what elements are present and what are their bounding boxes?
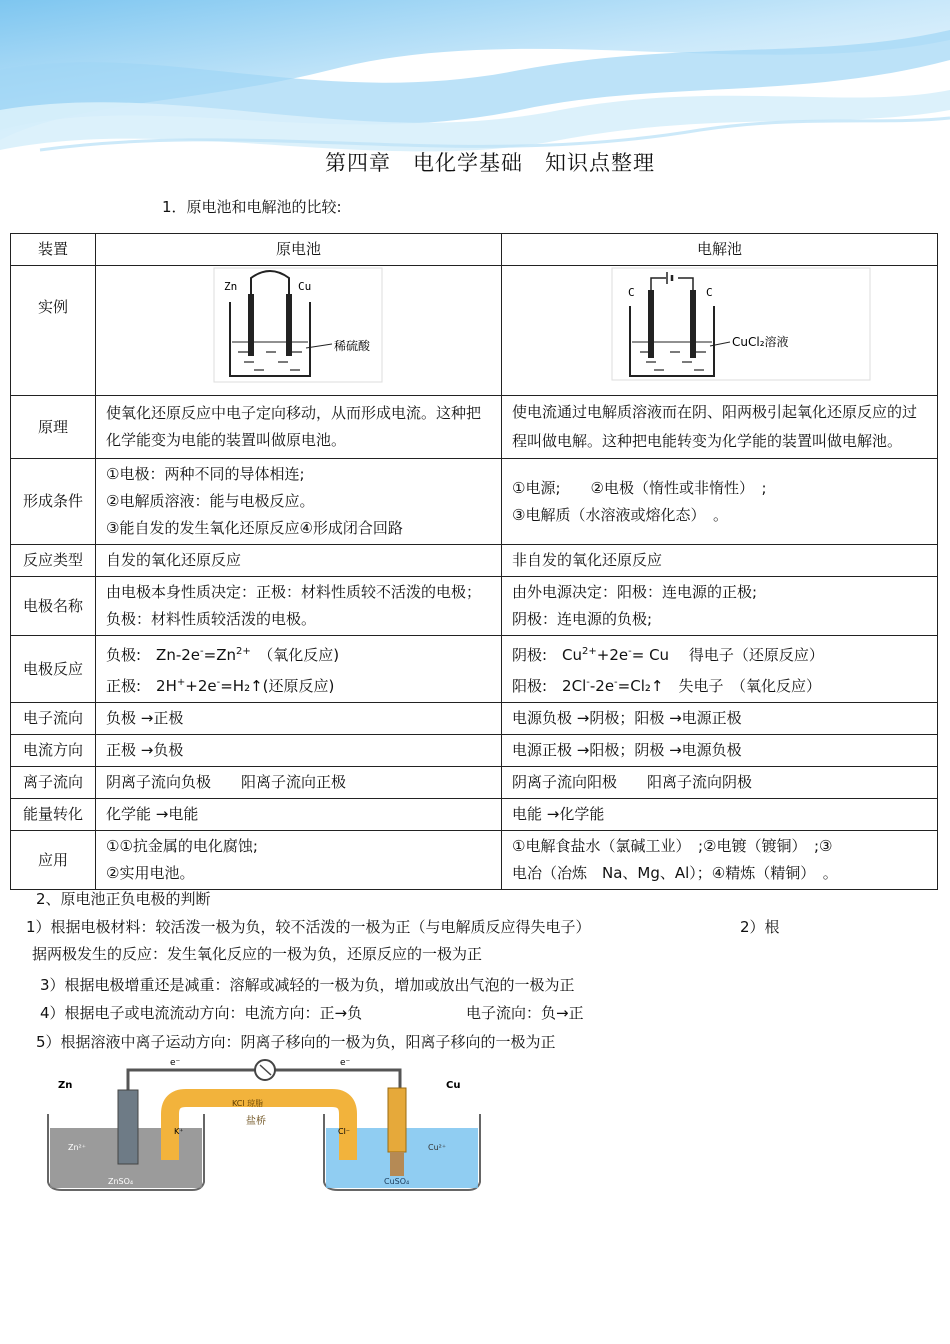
note-line: 4）根据电子或电流流动方向：电流方向：正→负 [40, 1004, 363, 1022]
galvanic-beaker-svg [96, 266, 481, 386]
electrolytic-beaker-svg [502, 266, 927, 386]
section2-heading: 2、原电池正负电极的判断 [36, 890, 211, 908]
cl-ion-label: Cl⁻ [338, 1127, 351, 1136]
section1-heading: 1．原电池和电解池的比较: [162, 198, 342, 216]
electrolytic-cell-figure [502, 266, 938, 396]
condition-line: ①电极：两种不同的导体相连; [106, 465, 305, 483]
energy-galvanic: 化学能 →电能 [96, 799, 502, 831]
current-flow-galvanic: 正极 →负极 [96, 735, 502, 767]
table-row [11, 459, 938, 545]
cucl2-label: CuCl₂溶液 [732, 335, 789, 349]
electron-flow-galvanic: 负极 →正极 [96, 703, 502, 735]
note-line: 据两极发生的反应：发生氧化反应的一极为负，还原反应的一极为正 [32, 945, 483, 963]
conditions-electrolytic [502, 459, 938, 545]
row-label: 电流方向 [11, 735, 96, 767]
application-line: ②实用电池。 [106, 864, 195, 882]
row-label: 能量转化 [11, 799, 96, 831]
condition-line: ③电解质（水溶液或熔化态） 。 [512, 505, 728, 524]
electrode-reactions-electrolytic [502, 636, 938, 703]
electron-flow-electrolytic: 电源负极 →阴极；阳极 →电源正极 [502, 703, 938, 735]
row-label: 实例 [11, 266, 96, 396]
condition-line: ②电解质溶液：能与电极反应。 [106, 492, 315, 510]
table-row [11, 799, 938, 831]
electrode-reactions-galvanic [96, 636, 502, 703]
table-row [11, 266, 938, 396]
table-row [11, 831, 938, 890]
page-title: 第四章 电化学基础 知识点整理 [325, 151, 655, 175]
note-line: 2）根 [740, 918, 780, 936]
anode-equation: 阳极: 2Cl--2e-=Cl₂↑ 失电子 （氧化反应） [512, 677, 821, 695]
znso4-label: ZnSO₄ [108, 1177, 134, 1186]
solution-label: 稀硫酸 [334, 339, 371, 353]
cu-label: Cu [298, 280, 312, 293]
energy-electrolytic: 电能 →化学能 [502, 799, 938, 831]
application-galvanic [96, 831, 502, 890]
bridge-label: 盐桥 [246, 1116, 266, 1127]
k-ion-label: K⁺ [174, 1127, 184, 1136]
condition-line: ①电源; ②电极（惰性或非惰性） ; [512, 478, 767, 497]
application-line: ①①抗金属的电化腐蚀; [106, 837, 258, 855]
note-line: 电子流向：负→正 [466, 1004, 584, 1022]
c-right-label: C [706, 286, 713, 299]
reaction-type-electrolytic: 非自发的氧化还原反应 [502, 545, 938, 577]
cu-electrode-label: Cu [446, 1080, 461, 1091]
electrode-name-line: 由外电源决定：阳极：连电源的正极; [512, 583, 758, 601]
principle-galvanic: 使氧化还原反应中电子定向移动，从而形成电流。这种把化学能变为电能的装置叫做原电池。 [96, 396, 502, 459]
bridge-text: KCl 琼脂 [232, 1099, 264, 1108]
table-row [11, 636, 938, 703]
cathode-equation: 阴极: $Cu^{2+}+2e^-= Cu$ 得电子（还原反应） [512, 646, 824, 664]
table-row [11, 703, 938, 735]
positive-electrode-equation: 正极: 2H++2e-=H₂↑(还原反应) [106, 677, 335, 695]
row-label: 电极名称 [11, 577, 96, 636]
table-row [11, 767, 938, 799]
header-electrolytic: 电解池 [502, 234, 938, 266]
application-line: 电冶（冶炼 Na、Mg、Al）；④精炼（精铜） 。 [512, 864, 838, 882]
table-row [11, 735, 938, 767]
application-electrolytic [502, 831, 938, 890]
condition-line: ③能自发的发生氧化还原反应④形成闭合回路 [106, 519, 403, 537]
row-label: 电极反应 [11, 636, 96, 703]
row-label: 原理 [11, 396, 96, 459]
cu-ion-label: Cu²⁺ [428, 1143, 447, 1152]
table-row [11, 545, 938, 577]
row-label: 反应类型 [11, 545, 96, 577]
conditions-galvanic [96, 459, 502, 545]
electron-arrow-label: e⁻ [340, 1058, 351, 1068]
application-line: ①电解食盐水（氯碱工业） ;②电镀（镀铜） ;③ [512, 837, 833, 855]
table-row [11, 577, 938, 636]
table-row [11, 396, 938, 459]
ion-flow-galvanic: 阴离子流向负极 阳离子流向正极 [96, 767, 502, 799]
electron-arrow-label: e⁻ [170, 1058, 181, 1068]
electrode-name-line: 阴极：连电源的负极; [512, 610, 653, 628]
table-header-row [11, 234, 938, 266]
row-label: 电子流向 [11, 703, 96, 735]
comparison-table [10, 233, 938, 890]
cuso4-label: CuSO₄ [384, 1177, 410, 1186]
row-label: 形成条件 [11, 459, 96, 545]
header-galvanic: 原电池 [96, 234, 502, 266]
galvanic-cell-figure [96, 266, 502, 396]
zn-ion-label: Zn²⁺ [68, 1143, 86, 1152]
note-line: 1）根据电极材料：较活泼一极为负，较不活泼的一极为正（与电解质反应得失电子） [26, 918, 591, 936]
row-label: 应用 [11, 831, 96, 890]
header-device: 装置 [11, 234, 96, 266]
electrode-names-galvanic: 由电极本身性质决定：正极：材料性质较不活泼的电极；负极：材料性质较活泼的电极。 [96, 577, 502, 636]
current-flow-electrolytic: 电源正极 →阳极；阴极 →电源负极 [502, 735, 938, 767]
ion-flow-electrolytic: 阴离子流向阳极 阳离子流向阴极 [502, 767, 938, 799]
principle-electrolytic: 使电流通过电解质溶液而在阴、阳两极引起氧化还原反应的过程叫做电解。这种把电能转变为化学能的装置叫做电解池。 [502, 396, 938, 459]
zn-electrode-label: Zn [58, 1080, 73, 1091]
note-line: 5）根据溶液中离子运动方向：阴离子移向的一极为负，阳离子移向的一极为正 [36, 1033, 556, 1051]
row-label: 离子流向 [11, 767, 96, 799]
reaction-type-galvanic: 自发的氧化还原反应 [96, 545, 502, 577]
note-line: 3）根据电极增重还是减重：溶解或减轻的一极为负，增加或放出气泡的一极为正 [40, 976, 575, 994]
salt-bridge-figure [42, 1054, 484, 1192]
negative-electrode-equation: 负极: $Zn-2e^-=Zn^{2+}$ （氧化反应) [106, 646, 340, 664]
electrode-names-electrolytic [502, 577, 938, 636]
c-left-label: C [628, 286, 635, 299]
zn-label: Zn [224, 280, 238, 293]
